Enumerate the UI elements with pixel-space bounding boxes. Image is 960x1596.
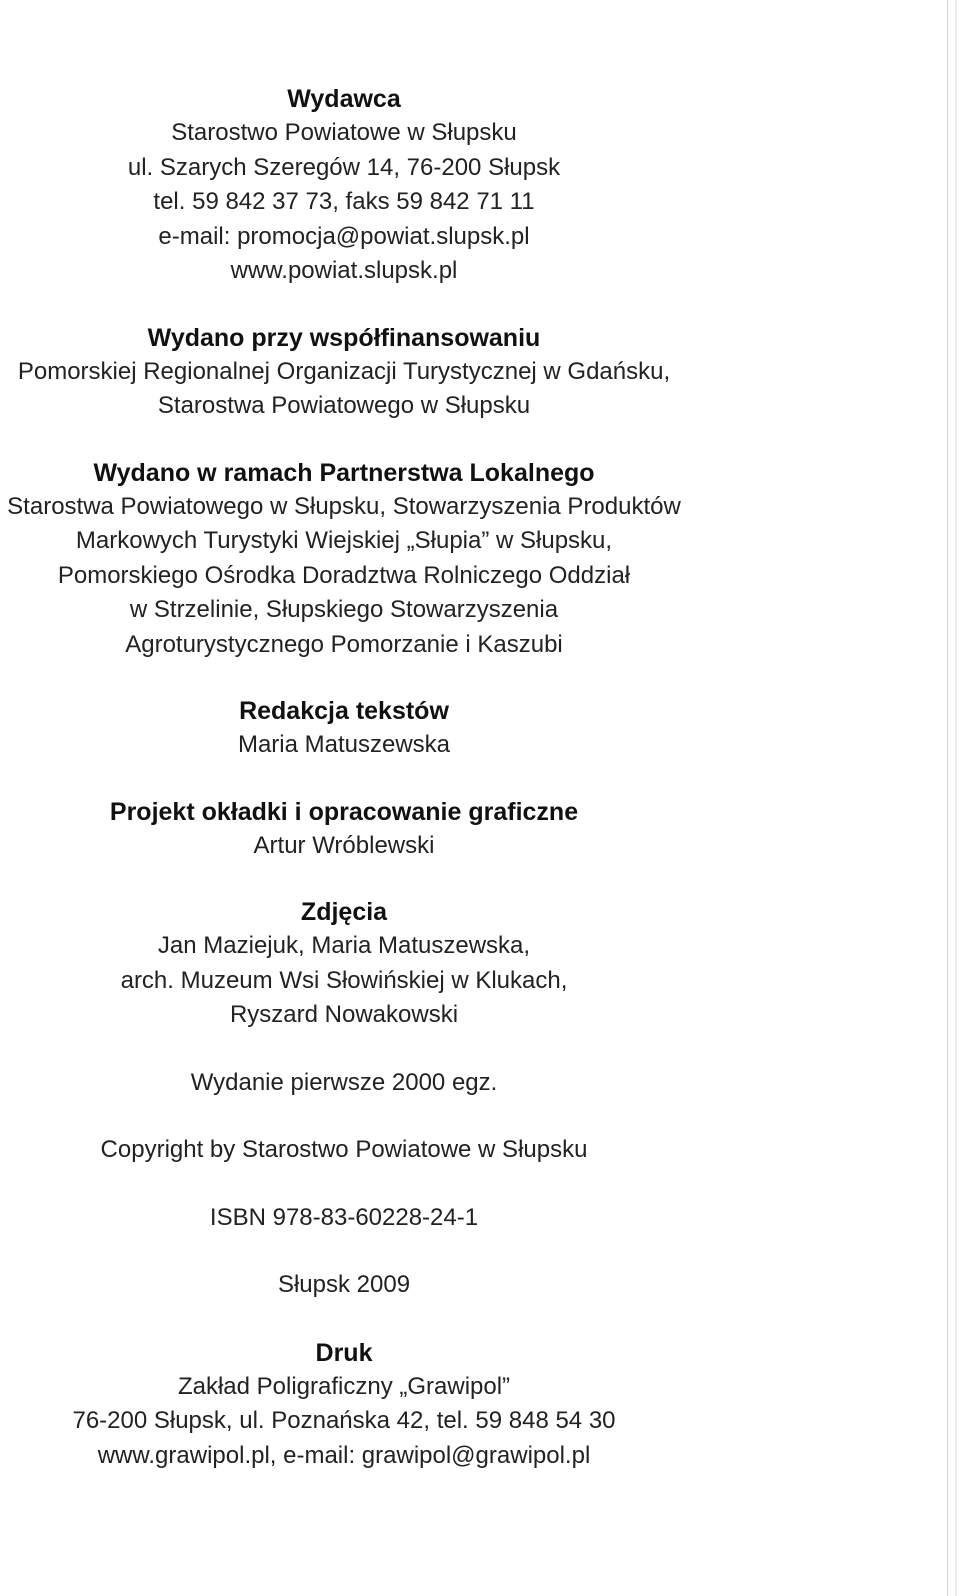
photos-heading: Zdjęcia xyxy=(300,898,388,926)
page-edge-shadow xyxy=(955,0,957,1596)
partnership-line: Starostwa Powiatowego w Słupsku, Stowarzyszenia Produktów xyxy=(7,492,681,520)
publisher-address: ul. Szarych Szeregów 14, 76-200 Słupsk xyxy=(127,153,561,181)
print-section xyxy=(0,1336,688,1474)
photos-line: arch. Muzeum Wsi Słowińskiej w Klukach, xyxy=(120,966,568,994)
partnership-line: Markowych Turystyki Wiejskiej „Słupia” w Słupsku, xyxy=(75,527,613,554)
place-and-year: Słupsk 2009 xyxy=(277,1271,411,1298)
spacer xyxy=(0,1033,688,1066)
designer-name: Artur Wróblewski xyxy=(253,831,435,859)
editing-section xyxy=(0,694,688,763)
partnership-line: Pomorskiego Ośrodka Doradztwa Rolniczego Oddział xyxy=(57,561,631,589)
design-heading: Projekt okładki i opracowanie graficzne xyxy=(109,797,579,826)
copyright-notice: Copyright by Starostwo Powiatowe w Słupsku xyxy=(100,1136,588,1163)
spacer xyxy=(0,289,688,321)
page-edge-line xyxy=(947,0,948,1596)
publisher-name: Starostwo Powiatowe w Słupsku xyxy=(171,119,517,146)
publisher-phone: tel. 59 842 37 73, faks 59 842 71 11 xyxy=(153,188,535,215)
publisher-website: www.powiat.slupsk.pl xyxy=(230,257,458,284)
photos-line: Jan Maziejuk, Maria Matuszewska, xyxy=(157,932,531,959)
cofinancing-heading: Wydano przy współfinansowaniu xyxy=(147,323,541,352)
publisher-heading: Wydawca xyxy=(287,85,401,113)
partnership-line: Agroturystycznego Pomorzanie i Kaszubi xyxy=(125,630,563,658)
print-heading: Druk xyxy=(315,1338,373,1367)
spacer xyxy=(0,662,688,694)
colophon-column xyxy=(0,82,688,1473)
photos-line: Ryszard Nowakowski xyxy=(229,1001,459,1028)
design-section xyxy=(0,795,688,864)
spacer xyxy=(0,1100,688,1133)
spacer xyxy=(0,763,688,795)
cofinancing-section xyxy=(0,321,688,424)
cofinancing-line: Starostwa Powiatowego w Słupsku xyxy=(157,392,531,419)
partnership-heading: Wydano w ramach Partnerstwa Lokalnego xyxy=(93,458,595,487)
editing-heading: Redakcja tekstów xyxy=(239,697,449,725)
photos-section xyxy=(0,895,688,1033)
partnership-section xyxy=(0,456,688,663)
spacer xyxy=(0,863,688,895)
publisher-section xyxy=(0,82,688,289)
publisher-email: e-mail: promocja@powiat.slupsk.pl xyxy=(158,222,530,250)
spacer xyxy=(0,1303,688,1336)
edition-info: Wydanie pierwsze 2000 egz. xyxy=(190,1068,498,1096)
printer-address: 76-200 Słupsk, ul. Poznańska 42, tel. 59 848 54 30 xyxy=(72,1407,616,1434)
partnership-line: w Strzelinie, Słupskiego Stowarzyszenia xyxy=(129,596,559,623)
spacer xyxy=(0,424,688,456)
editor-name: Maria Matuszewska xyxy=(237,731,451,758)
cofinancing-line: Pomorskiej Regionalnej Organizacji Turystycznej w Gdańsku, xyxy=(17,357,671,385)
spacer xyxy=(0,1168,688,1201)
printer-name: Zakład Poligraficzny „Grawipol” xyxy=(177,1372,511,1400)
printer-contact: www.grawipol.pl, e-mail: grawipol@grawipol.pl xyxy=(97,1441,591,1469)
isbn-number: ISBN 978-83-60228-24-1 xyxy=(209,1203,479,1231)
spacer xyxy=(0,1235,688,1268)
